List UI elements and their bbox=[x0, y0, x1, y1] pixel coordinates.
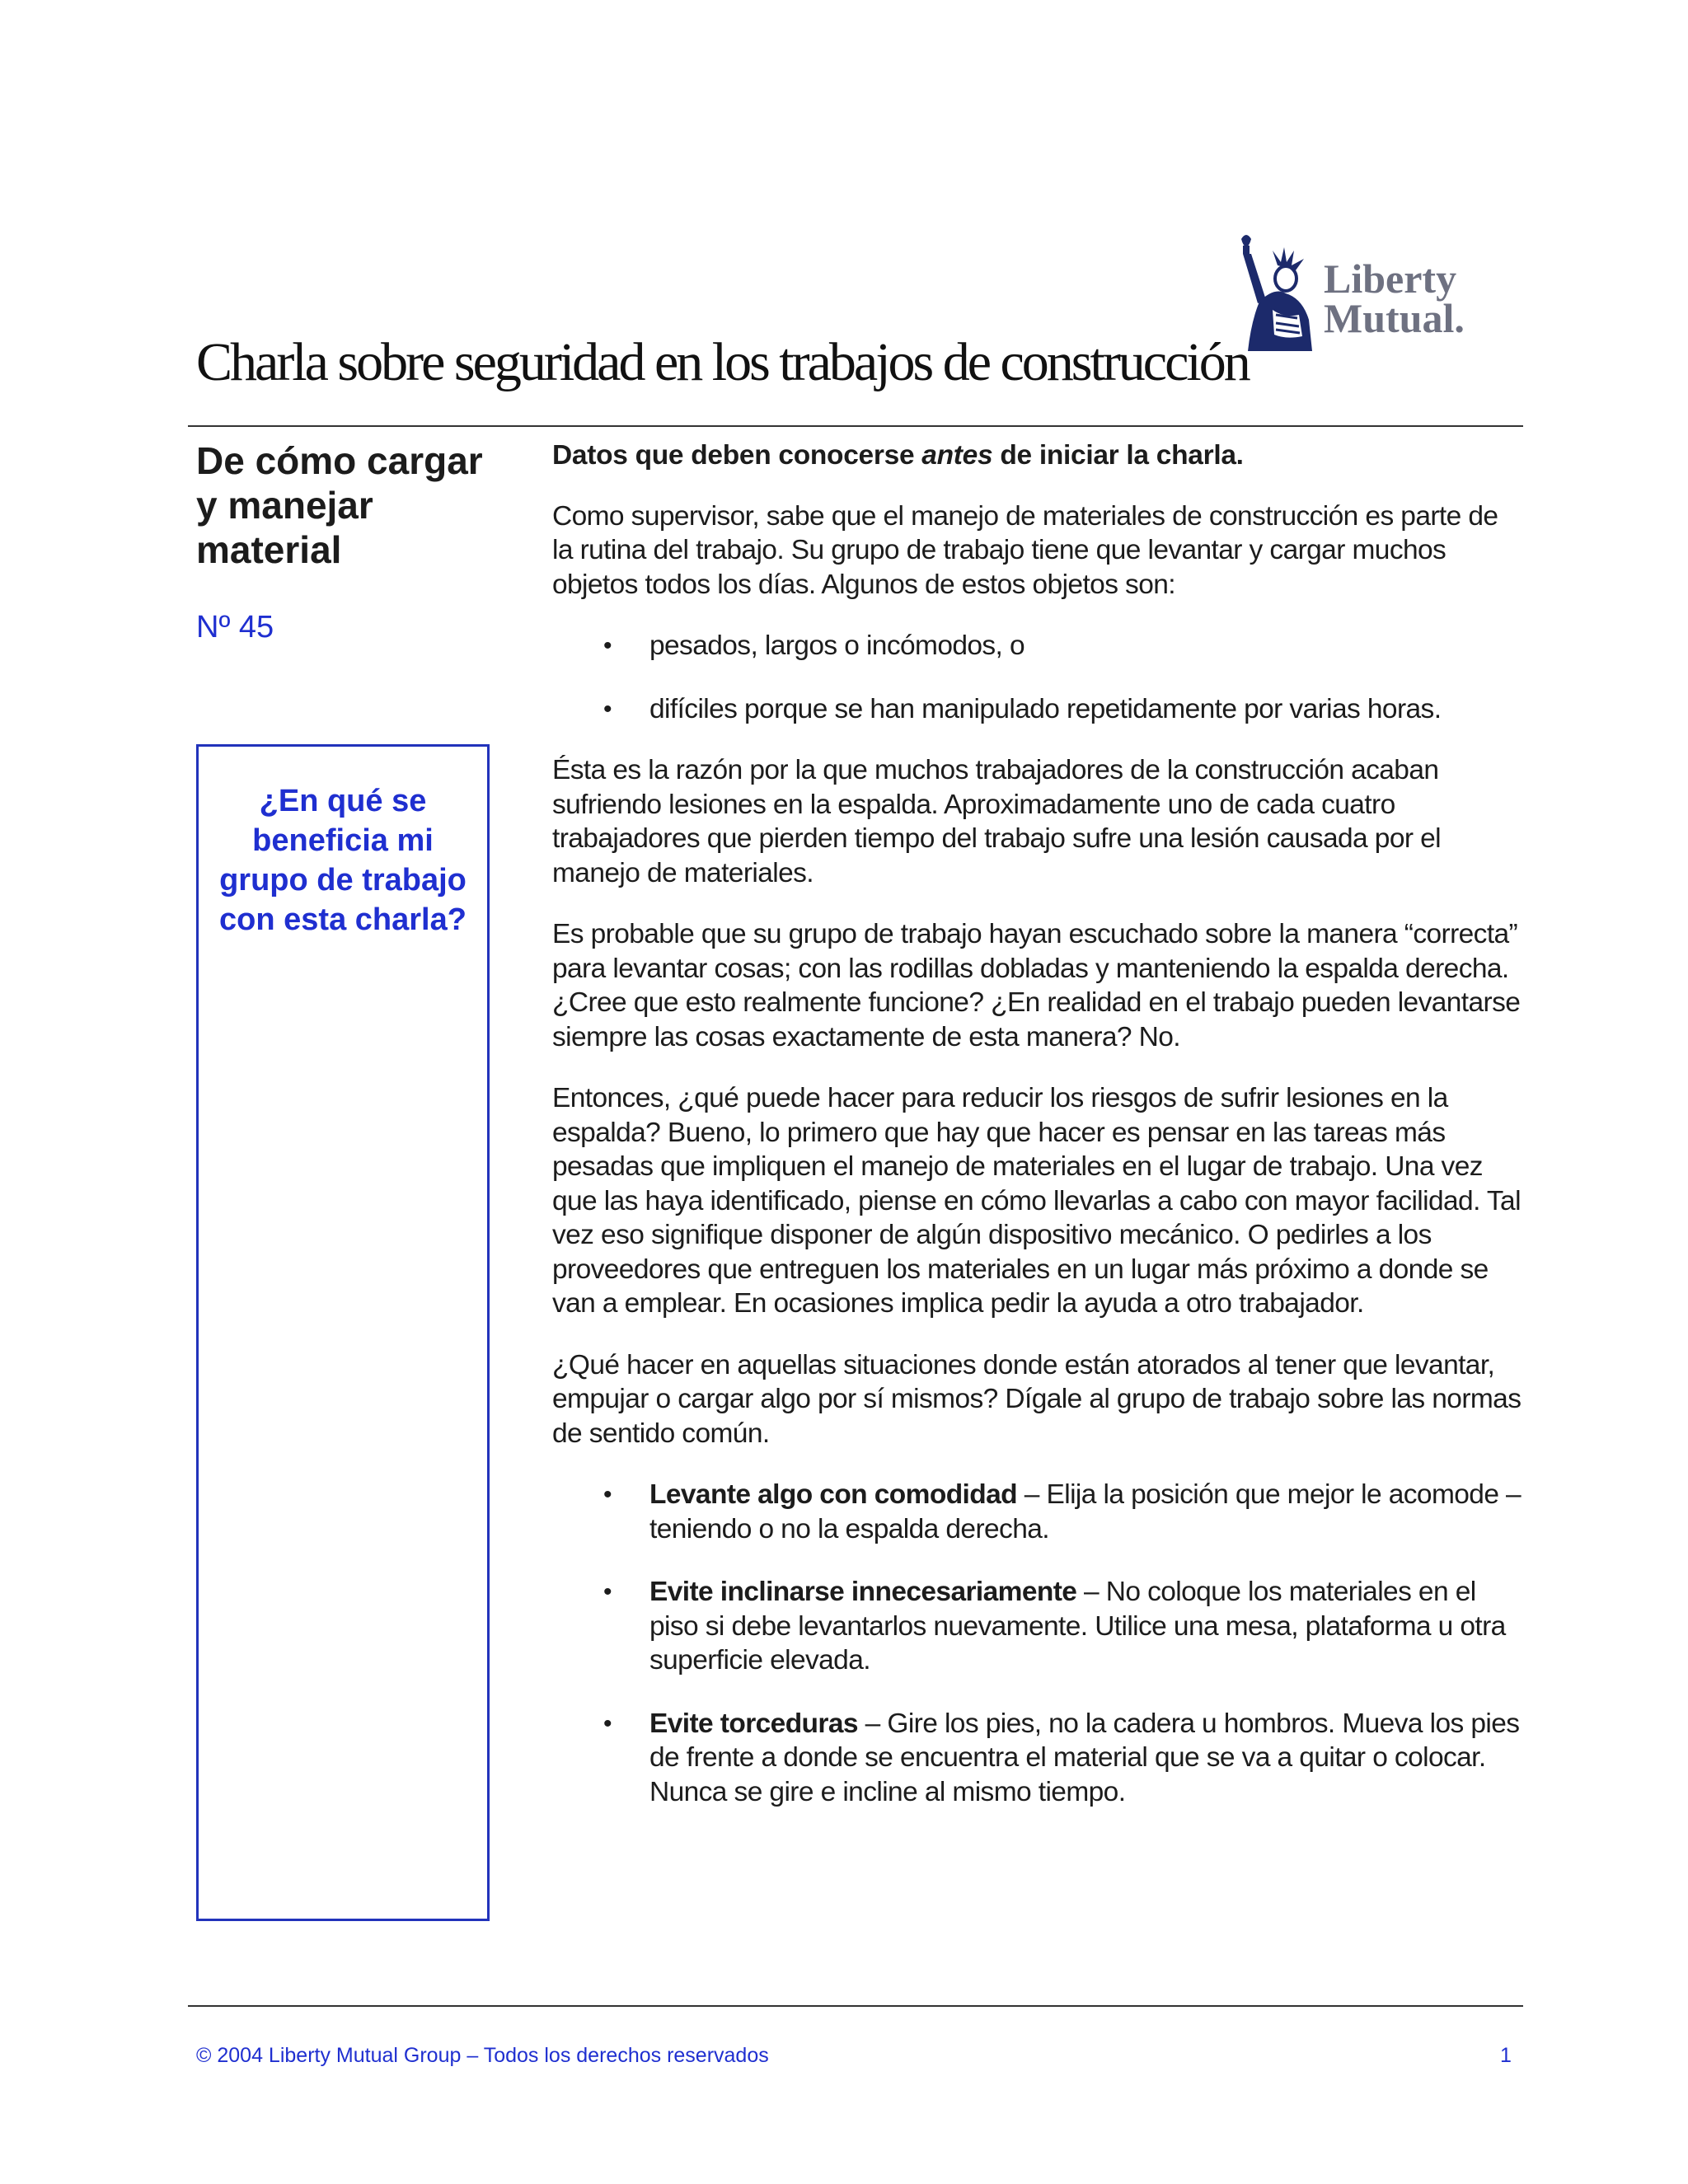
bullet-icon: • bbox=[603, 1578, 612, 1605]
header-divider bbox=[188, 425, 1523, 427]
logo-wordmark bbox=[1324, 255, 1465, 341]
list-item-text: pesados, largos o incómodos, o bbox=[649, 630, 1025, 661]
list-item-text: difíciles porque se han manipulado repetidamente por varias horas. bbox=[649, 693, 1442, 724]
topic-title: De cómo cargar y manejar material bbox=[196, 439, 483, 571]
paragraph-intro: Como supervisor, sabe que el manejo de materiales de construcción es parte de la rutina del trabajo. Su grupo de trabajo tiene que levantar y cargar muchos objetos todos los días. Algunos de estos objetos son: bbox=[552, 500, 1498, 600]
section-heading bbox=[552, 438, 1525, 473]
logo-line-1: Liberty bbox=[1324, 255, 1457, 302]
main-content bbox=[552, 438, 1525, 1836]
talk-number: Nº 45 bbox=[196, 610, 274, 644]
footer-divider bbox=[188, 2005, 1523, 2007]
page-title: Charla sobre seguridad en los trabajos de construcción bbox=[196, 332, 1249, 392]
heading-post: de iniciar la charla. bbox=[992, 440, 1244, 471]
footer-copyright: © 2004 Liberty Mutual Group – Todos los derechos reservados bbox=[196, 2044, 769, 2067]
list-item bbox=[552, 1575, 1525, 1678]
bullet-icon: • bbox=[603, 1709, 612, 1737]
rule-title: Evite torceduras bbox=[649, 1708, 858, 1739]
list-item bbox=[552, 1478, 1525, 1546]
object-traits-list bbox=[552, 629, 1525, 726]
list-item bbox=[552, 629, 1525, 663]
rule-title: Evite inclinarse innecesariamente bbox=[649, 1577, 1077, 1607]
safety-rules-list bbox=[552, 1478, 1525, 1809]
heading-emphasis: antes bbox=[921, 440, 993, 471]
page-number: 1 bbox=[1500, 2044, 1512, 2067]
list-item bbox=[552, 1707, 1525, 1810]
rule-text: – Gire los pies, no la cadera u hombros. Mueva los pies de frente a donde se encuentra el material que se va a quitar o colocar. Nunca se gire e incline al mismo tiempo. bbox=[649, 1708, 1520, 1807]
benefit-question: ¿En qué se beneficia mi grupo de trabajo con esta charla? bbox=[219, 784, 467, 937]
logo-line-2: Mutual. bbox=[1324, 295, 1465, 341]
bullet-icon: • bbox=[603, 632, 612, 659]
paragraph-reduce-risk: Entonces, ¿qué puede hacer para reducir los riesgos de sufrir lesiones en la espalda? Bueno, lo primero que hay que hacer es pensar en las tareas más pesadas que impliquen el manejo de materiales en el lugar de trabajo. Una vez que las haya identificado, piense en cómo llevarlas a cabo con mayor facilidad. Tal vez eso signifique disponer de algún dispositivo mecánico. O pedirles a los proveedores que entreguen los materiales en un lugar más próximo a donde se van a emplear. En ocasiones implica pedir la ayuda a otro trabajador. bbox=[552, 1083, 1521, 1319]
paragraph-common-sense: ¿Qué hacer en aquellas situaciones donde están atorados al tener que levantar, empujar o cargar algo por sí mismos? Dígale al grupo de trabajo sobre las normas de sentido común. bbox=[552, 1349, 1522, 1449]
bullet-icon: • bbox=[603, 695, 612, 723]
liberty-mutual-logo bbox=[1226, 229, 1507, 361]
heading-pre: Datos que deben conocerse bbox=[552, 440, 922, 471]
list-item bbox=[552, 692, 1525, 727]
rule-text: – No coloque los materiales en el piso si debe levantarlos nuevamente. Utilice una mesa, plataforma u otra superficie elevada. bbox=[649, 1577, 1506, 1675]
rule-title: Levante algo con comodidad bbox=[649, 1479, 1018, 1510]
bullet-icon: • bbox=[603, 1481, 612, 1508]
paragraph-injuries: Ésta es la razón por la que muchos trabajadores de la construcción acaban sufriendo lesiones en la espalda. Aproximadamente uno de cada cuatro trabajadores que pierden tiempo del trabajo sufre una lesión causada por el manejo de materiales. bbox=[552, 755, 1441, 888]
benefit-box bbox=[196, 744, 490, 1921]
rule-text: – Elija la posición que mejor le acomode – teniendo o no la espalda derecha. bbox=[649, 1479, 1522, 1544]
paragraph-correct-way: Es probable que su grupo de trabajo hayan escuchado sobre la manera “correcta” para levantar cosas; con las rodillas dobladas y manteniendo la espalda derecha. ¿Cree que esto realmente funcione? ¿En realidad en el trabajo pueden levantarse siempre las cosas exactamente de esta manera? No. bbox=[552, 919, 1521, 1052]
